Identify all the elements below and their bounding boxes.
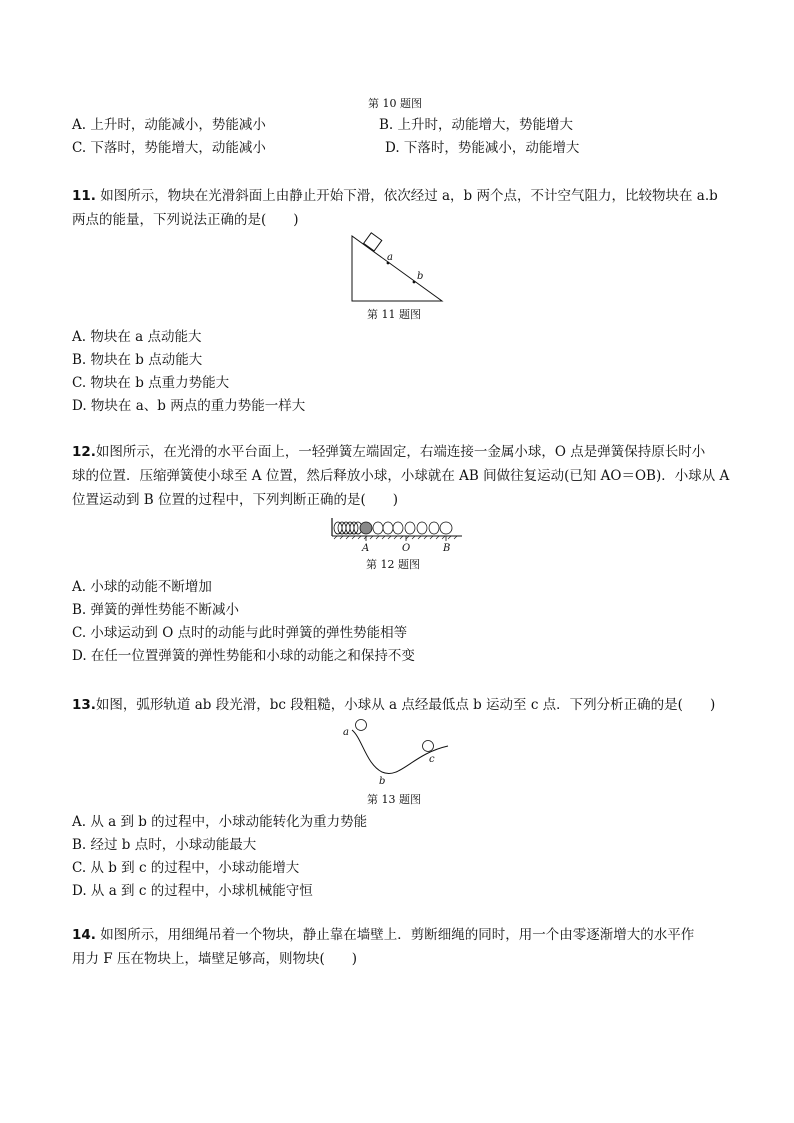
point-b	[413, 281, 416, 284]
q10-option-b: B. 上升时，动能增大，势能增大	[379, 117, 574, 133]
q12-option-d: D. 在任一位置弹簧的弹性势能和小球的动能之和保持不变	[72, 648, 415, 664]
q11-stem-line2: 两点的能量，下列说法正确的是( )	[72, 212, 299, 228]
incline-triangle	[352, 236, 442, 301]
q13-option-a: A. 从 a 到 b 的过程中，小球动能转化为重力势能	[72, 814, 368, 830]
label-a: a	[387, 252, 393, 263]
q14-number: 14.	[72, 927, 96, 943]
q12-option-a: A. 小球的动能不断增加	[72, 579, 212, 595]
curved-track	[352, 730, 448, 774]
q13-stem: 13.如图，弧形轨道 ab 段光滑，bc 段粗糙，小球从 a 点经最低点 b 运动至 c 点．下列分析正确的是( )	[72, 697, 716, 713]
q12-stem-line2: 球的位置．压缩弹簧使小球至 A 位置，然后释放小球，小球就在 AB 间做往复运动(已知 AO＝OB)．小球从 A	[72, 468, 730, 484]
q12-spring-figure	[330, 516, 465, 556]
q11-stem-line1: 11. 如图所示，物块在光滑斜面上由静止开始下滑，依次经过 a，b 两个点，不计空气阻力，比较物块在 a.b	[72, 188, 718, 204]
q12-option-c: C. 小球运动到 O 点时的动能与此时弹簧的弹性势能相等	[72, 625, 408, 641]
q10-figure-caption: 第 10 题图	[368, 97, 422, 110]
label-b: b	[379, 776, 386, 787]
q14-stem-line2: 用力 F 压在物块上，墙壁足够高，则物块( )	[72, 951, 357, 967]
compressed-spring	[334, 522, 362, 534]
q13-option-d: D. 从 a 到 c 的过程中，小球机械能守恒	[72, 883, 313, 899]
ball-at-a	[356, 720, 367, 731]
q13-option-c: C. 从 b 到 c 的过程中，小球动能增大	[72, 860, 300, 876]
label-A: A	[362, 543, 370, 554]
ball-at-a	[360, 522, 372, 534]
q11-option-a: A. 物块在 a 点动能大	[72, 329, 202, 345]
q10-option-d: D. 下落时，势能减小，动能增大	[385, 140, 580, 156]
label-b: b	[417, 271, 424, 282]
q13-number: 13.	[72, 697, 96, 713]
label-c: c	[429, 754, 435, 765]
label-B: B	[443, 543, 451, 554]
q13-figure-caption: 第 13 题图	[367, 793, 421, 806]
label-O: O	[402, 543, 411, 554]
ball-at-c	[423, 741, 434, 752]
q11-option-b: B. 物块在 b 点动能大	[72, 352, 203, 368]
q11-number: 11.	[72, 188, 96, 204]
q12-stem-line3: 位置运动到 B 位置的过程中，下列判断正确的是( )	[72, 492, 399, 508]
q11-option-c: C. 物块在 b 点重力势能大	[72, 375, 230, 391]
q10-option-c: C. 下落时，势能增大，动能减小	[72, 140, 266, 156]
q11-figure-caption: 第 11 题图	[367, 308, 421, 321]
q12-number: 12.	[72, 444, 96, 460]
q11-incline-figure	[350, 233, 450, 303]
q13-option-b: B. 经过 b 点时，小球动能最大	[72, 837, 257, 853]
q10-option-a: A. 上升时，动能减小，势能减小	[72, 117, 266, 133]
q13-track-figure	[340, 716, 455, 786]
ball-at-b	[440, 522, 452, 534]
q12-figure-caption: 第 12 题图	[366, 558, 420, 571]
q11-option-d: D. 物块在 a、b 两点的重力势能一样大	[72, 398, 306, 414]
q14-stem-line1: 14. 如图所示，用细绳吊着一个物块，静止靠在墙壁上．剪断细绳的同时，用一个由零逐渐增大的水平作	[72, 927, 695, 943]
sliding-block	[364, 233, 382, 251]
label-a: a	[343, 727, 349, 738]
q12-stem-line1: 12.如图所示，在光滑的水平台面上，一轻弹簧左端固定，右端连接一金属小球，O 点是弹簧保持原长时小	[72, 444, 706, 460]
q12-option-b: B. 弹簧的弹性势能不断减小	[72, 602, 240, 618]
extended-spring-dashed	[373, 522, 439, 534]
